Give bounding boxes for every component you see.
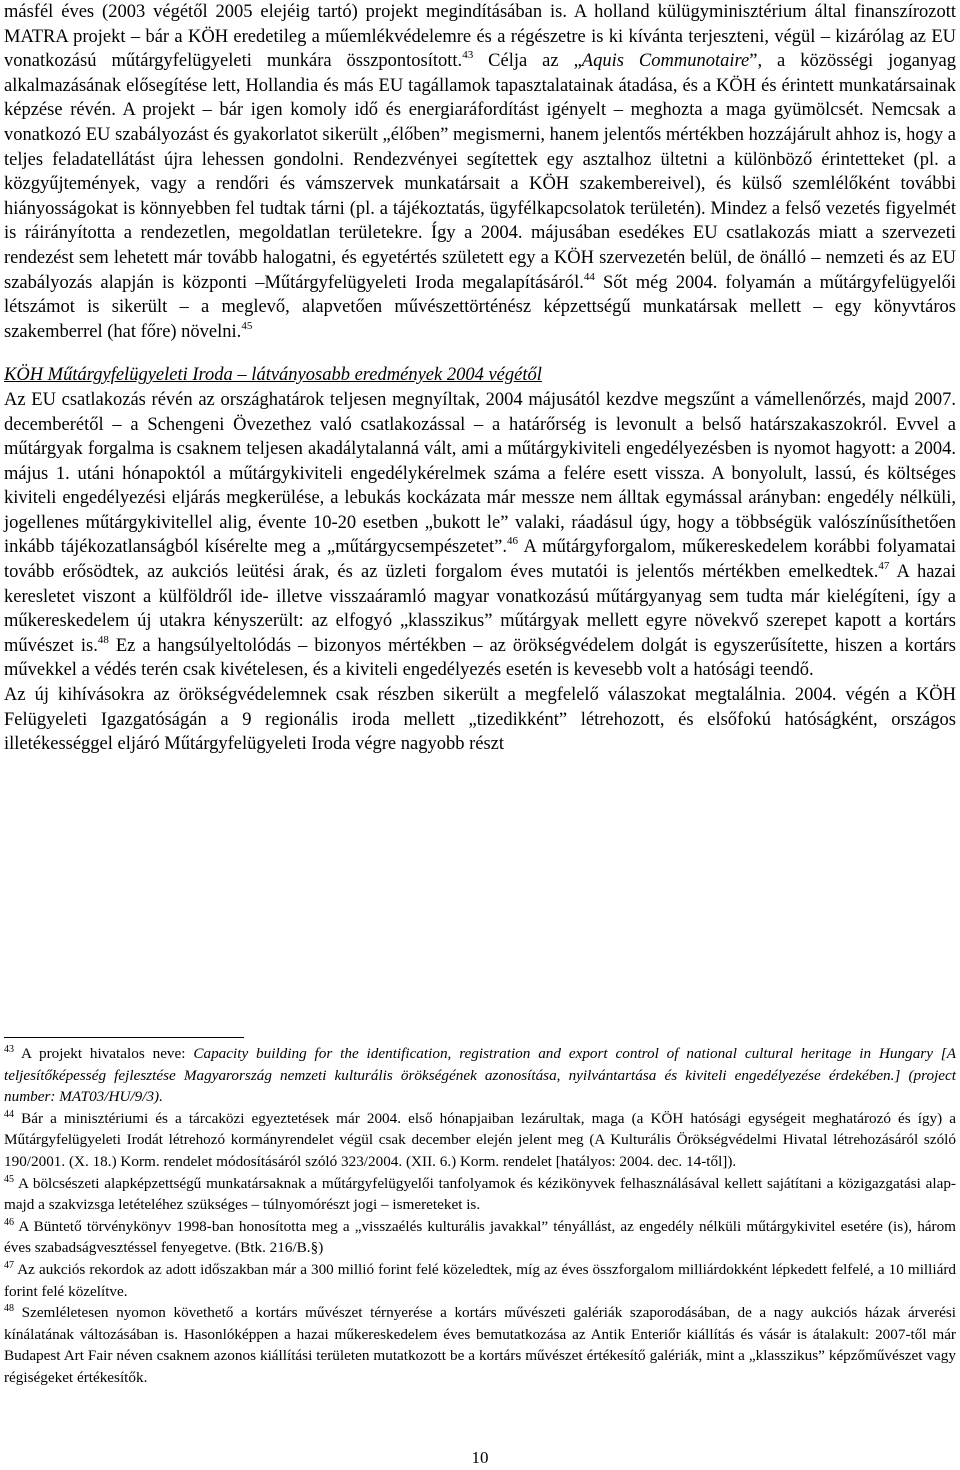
footnote-ref[interactable]: 43 <box>462 49 474 62</box>
footnote-text: Az aukciós rekordok az adott időszakban már a 300 millió forint felé közeledtek, míg az éves összforgalom milliárdokként lépkedett felfelé, a 10 milliárd forint felé közelítve. <box>4 1260 956 1300</box>
footnote-text: Szemléletesen nyomon követhető a kortárs művészet térnyerése a kortárs művészeti galériák szaporodásában, de a nagy aukciós házak árverési kínálatának változásában is. Hasonlóképpen a hazai műkereskedelem éves bemutatkozása az Antik Enteriőr kiállítás és vásár is átalakult: 2007-től már Budapest Art Fair néven csaknem azonos kiállítási területen mutatkozott be a kortárs művészet értékesítő galériák, mint a „klasszikus” képzőművészet vagy régiségeket értékesítők. <box>4 1304 957 1386</box>
footnote <box>4 1108 956 1173</box>
footnote <box>4 1216 956 1259</box>
footnote-number: 43 <box>4 1044 14 1055</box>
paragraph <box>4 0 956 344</box>
footnote-ref[interactable]: 47 <box>878 560 890 573</box>
text-run: másfél éves (2003 végétől 2005 elejéig tartó) projekt megindításában is. A holland külügyminisztérium által finanszírozott MATRA projekt – bár a KÖH eredetileg a műemlékvédelemre és a régészetre is ki kívánta terjeszteni, végül – kizárólag az EU vonatkozású műtárgyfelügyeleti munkára összpontosított. <box>4 2 956 72</box>
footnote-text: A Büntető törvénykönyv 1998-ban honosította meg a „visszaélés kulturális javakkal” tényállást, az engedély nélküli műtárgykivitel esetére (is), három éves szabadságvesztéssel fenyegetve. (Btk. 216/B.§) <box>4 1217 956 1257</box>
page-number: 10 <box>471 1448 489 1467</box>
body-text <box>4 0 956 757</box>
text-run: A műtárgyforgalom, műkereskedelem korábbi folyamatai tovább erősödtek, az aukciós leütési árak, és az üzleti forgalom éves mutatói is jelentős mértékben emelkedtek. <box>4 537 956 583</box>
footnote-ref[interactable]: 48 <box>97 633 109 646</box>
footnote-number: 44 <box>4 1108 14 1120</box>
text-run: Az EU csatlakozás révén az országhatárok teljesen megnyíltak, 2004 májusától kezdve megszűnt a vámellenőrzés, majd 2007. decemberétől – a Schengeni Övezethez való csatlakozással – a határőrség is levonult a belső határszakaszokról. Evvel a műtárgyak forgalma is csaknem teljesen akadálytalanná vált, ami a műtárgykiviteli engedélyezésben is nyomot hagyott: a 2004. május 1. utáni hónapoktól a műtárgykiviteli engedélykérelmek száma a felére esett vissza. A bonyolult, lassú, és költséges kiviteli engedélyezési eljárás megkerülése, a lebukás kockázata már messze nem álltak egymással arányban: engedély nélküli, jogellenes műtárgykivitellel alig, évente 10-20 esetben „bukott le” valaki, ráadásul úgy, hogy a többségük valószínűsíthetően inkább tájékozatlanságból kísérelte meg a „műtárgycsempészetet”. <box>4 389 956 558</box>
text-run-italic: Aquis Communotaire <box>581 51 750 72</box>
footnote <box>4 1043 956 1108</box>
paragraph <box>4 388 956 683</box>
footnote-text-italic: Capacity building for the identification, registration and export control of national cultural heritage in Hungary [A teljesítőképesség fejlesztése Magyarország nemzeti kulturális örökségének azonosítása, nyilvántartása és kiviteli engedélyezése érdekében.] (project number: MAT03/HU/9/3). <box>4 1045 956 1106</box>
footnote-number: 46 <box>4 1216 14 1228</box>
text-run: A hazai keresletet viszont a külföldről ide- illetve visszaáramló magyar vonatkozású műtárgyanyag sem tudta már kielégíteni, így a műkereskedelem új utakra kényszerült: az elfogyó „klasszikus” műtárgyak mellett egyre növekvő szerepet kapott a kortárs művészet is. <box>4 562 956 656</box>
footnote-number: 48 <box>4 1303 14 1315</box>
document-page <box>4 0 956 757</box>
footnote-text: A bölcsészeti alapképzettségű munkatársaknak a műtárgyfelügyelői tanfolyamok és kézikönyvek felhasználásával kellett sajátítani a közigazgatási alap- majd a szakvizsga letételéhez szükséges – túlnyomórészt jogi – ismereteket is. <box>4 1174 956 1214</box>
footnote-number: 47 <box>4 1259 14 1271</box>
footnote <box>4 1259 956 1302</box>
footnote-ref[interactable]: 46 <box>507 535 518 548</box>
footnotes <box>4 1043 956 1389</box>
footnote-text: A projekt hivatalos neve: <box>21 1045 194 1062</box>
footnote-ref[interactable]: 45 <box>241 319 253 332</box>
paragraph <box>4 683 956 757</box>
footnote-separator <box>4 1037 244 1038</box>
text-run: Ez a hangsúlyeltolódás – bizonyos mértékben – az örökségvédelem dolgát is egyszerűsítette, hiszen a kortárs művekkel a védés terén csak kivételesen, és a kiviteli engedélyezés esetén is kevesebb volt a hatósági teendő. <box>4 635 957 681</box>
text-run: Az új kihívásokra az örökségvédelemnek csak részben sikerült a megfelelő válaszokat megtalálnia. 2004. végén a KÖH Felügyeleti Igazgatóságán a 9 regionális iroda mellett „tizedikként” létrehozott, és elsőfokú hatóságként, országos illetékességgel eljáró Műtárgyfelügyeleti Iroda végre nagyobb részt <box>4 685 956 755</box>
footnote-ref[interactable]: 44 <box>583 270 595 283</box>
section-heading: KÖH Műtárgyfelügyeleti Iroda – látványosabb eredmények 2004 végétől <box>4 365 542 386</box>
footnote <box>4 1173 956 1216</box>
footnote <box>4 1302 956 1388</box>
text-run: ”, a közösségi joganyag alkalmazásának elősegítése lett, Hollandia és más EU tagállamok tapasztalatainak átadása, és a KÖH és érintett munkatársainak képzése révén. A projekt – bár igen komoly idő és energiaráfordítást igényelt – meghozta a maga gyümölcsét. Nemcsak a vonatkozó EU szabályozást és gyakorlatot sikerült „élőben” megismerni, hanem jelentős mértékben hozzájárult ahhoz is, hogy a teljes feladatellátást újra lehessen gondolni. Rendezvényei segítettek egy asztalhoz ültetni a különböző érintetteket (pl. a közgyűjtemények, vagy a rendőri és vámszervek munkatársait a KÖH szakembereivel), és külső szemlélőként további hiányosságokat is könnyebben fel tudtak tárni (pl. a tájékoztatás, ügyfélkapcsolatok területén). Mindez a felső vezetés figyelmét is ráirányította a rendezetlen, megoldatlan területekre. Így a 2004. májusában esedékes EU csatlakozás miatt a szervezeti rendezést sem lehetett már tovább halogatni, és egyetértés született egy a KÖH szervezetén belül, de önálló – nemzeti és az EU szabályozás alapján is központi –Műtárgyfelügyeleti Iroda megalapításáról. <box>4 51 956 293</box>
footnote-text: Bár a minisztériumi és a tárcaközi egyeztetések már 2004. első hónapjaiban lezárultak, maga (a KÖH hatósági egységeit meghatározó és így) a Műtárgyfelügyeleti Irodát létrehozó kormányrendelet végül csak december elején jelent meg (A Kulturális Örökségvédelmi Hivatal létrehozásáról szóló 190/2001. (X. 18.) Korm. rendelet módosításáról szóló 323/2004. (XII. 6.) Korm. rendelet [hatályos: 2004. dec. 14-től]). <box>4 1109 957 1170</box>
text-run: Célja az „ <box>473 51 582 72</box>
footnote-number: 45 <box>4 1173 14 1185</box>
text-run: Sőt még 2004. folyamán a műtárgyfelügyelői létszámot is sikerült – a meglevő, alapvetően művészettörténész képzettségű munkatársak mellett – egy könyvtáros szakemberrel (hat főre) növelni. <box>4 272 956 342</box>
